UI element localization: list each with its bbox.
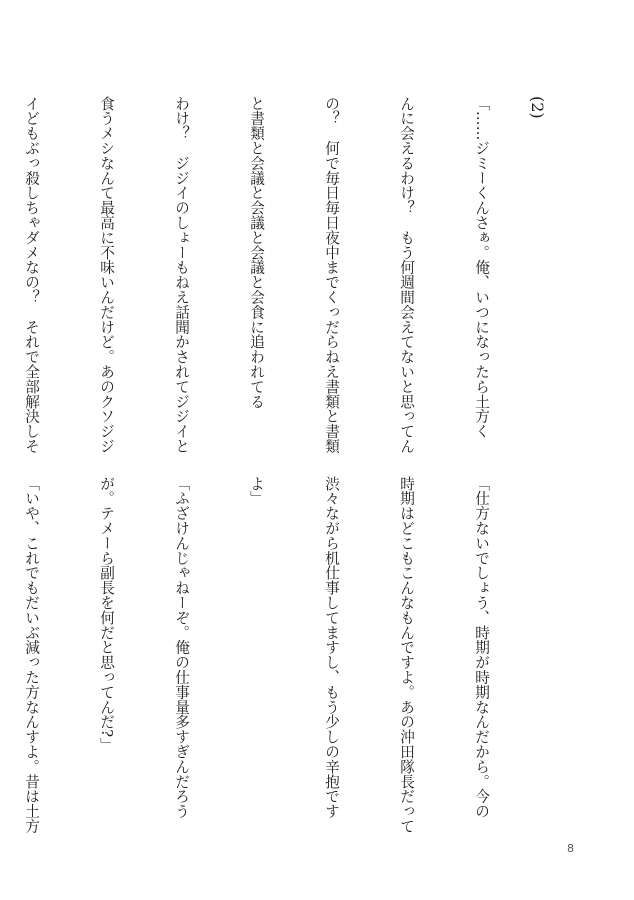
lower-text-column bbox=[23, 476, 544, 834]
text-line: 「ふざけんじゃねーぞ。俺の仕事量多すぎんだろう bbox=[173, 476, 190, 819]
text-line: わけ？ ジジイのしょーもねえ話聞かされてジジイと bbox=[173, 96, 190, 454]
text-line: 時期はどこもこんなもんですよ。あの沖田隊長だって bbox=[398, 476, 415, 834]
text-line: イどもぶっ殺しちゃダメなの？ それで全部解決しそ bbox=[23, 96, 40, 454]
text-line: の？ 何で毎日毎日夜中までくっだらねえ書類と書類 bbox=[323, 96, 340, 454]
text-line: 渋々ながら机仕事してますし、もう少しの辛抱です bbox=[323, 476, 340, 819]
upper-text-column bbox=[23, 96, 544, 454]
text-line: 食うメシなんて最高に不味いんだけど。あのクソジジ bbox=[98, 96, 115, 454]
section-heading: (2) bbox=[528, 96, 547, 119]
text-line: よ」 bbox=[248, 476, 265, 506]
text-line: んに会えるわけ？ もう何週間会えてないと思ってん bbox=[398, 96, 415, 454]
text-line: と書類と会議と会議と会議と会食に追われてる bbox=[248, 96, 265, 409]
text-line: が。テメーら副長を何だと思ってんだ?」 bbox=[98, 476, 115, 753]
text-line: 「……ジミーくんさぁ。俺、いつになったら土方く bbox=[473, 96, 490, 439]
text-line: 「いや、これでもだいぶ減った方なんすよ。昔は土方 bbox=[23, 476, 40, 834]
text-line: 「仕方ないでしょう、時期が時期なんだから。今の bbox=[473, 476, 490, 819]
page-number: 8 bbox=[567, 842, 574, 855]
